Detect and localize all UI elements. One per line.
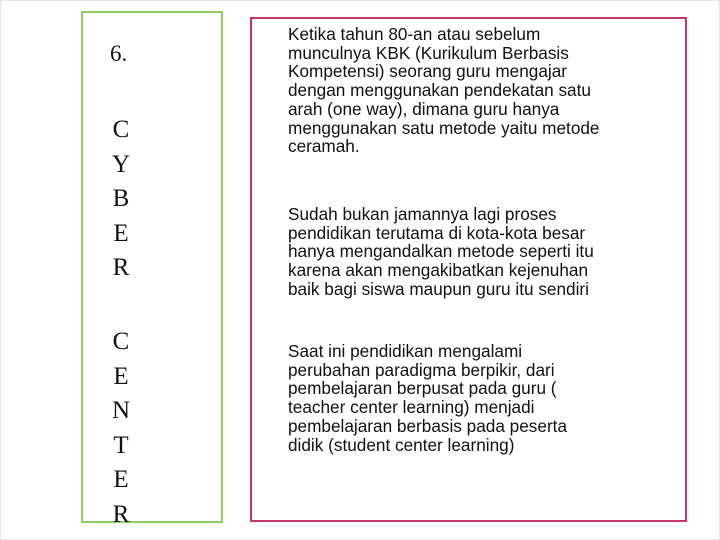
title-letter: N (111, 397, 131, 424)
slide-number: 6. (110, 41, 128, 66)
paragraph-2: Sudah bukan jamannya lagi proses pendidikan terutama di kota-kota besar hanya mengandalkan metode seperti itu karena akan mengakibatkan kejenuhan baik bagi siswa maupun guru itu sendiri (288, 204, 594, 299)
title-letter: T (113, 431, 129, 459)
title-letter: E (113, 362, 129, 390)
content-panel (250, 17, 687, 522)
title-letter: Y (111, 150, 131, 178)
title-panel (81, 11, 223, 528)
paragraph-3: Saat ini pendidikan mengalami perubahan paradigma berpikir, dari pembelajaran berpusat pada guru ( teacher center learning) menjadi pembelajaran berbasis pada peserta didik (student center learning) (288, 341, 568, 455)
title-letter: R (112, 254, 130, 281)
title-letter: B (112, 185, 130, 212)
title-letter: E (113, 466, 129, 493)
title-letter: E (113, 219, 129, 247)
paragraph-1: Ketika tahun 80-an atau sebelum munculnya KBK (Kurikulum Berbasis Kompetensi) seorang guru mengajar dengan menggunakan pendekatan satu arah (one way), dimana guru hanya menggunakan satu metode yaitu metode ceramah. (288, 24, 600, 157)
vertical-word-cyber (111, 113, 131, 286)
title-letter: R (112, 500, 130, 528)
vertical-word-center (111, 325, 131, 532)
title-letter: C (112, 328, 130, 355)
title-letter: C (112, 116, 130, 143)
